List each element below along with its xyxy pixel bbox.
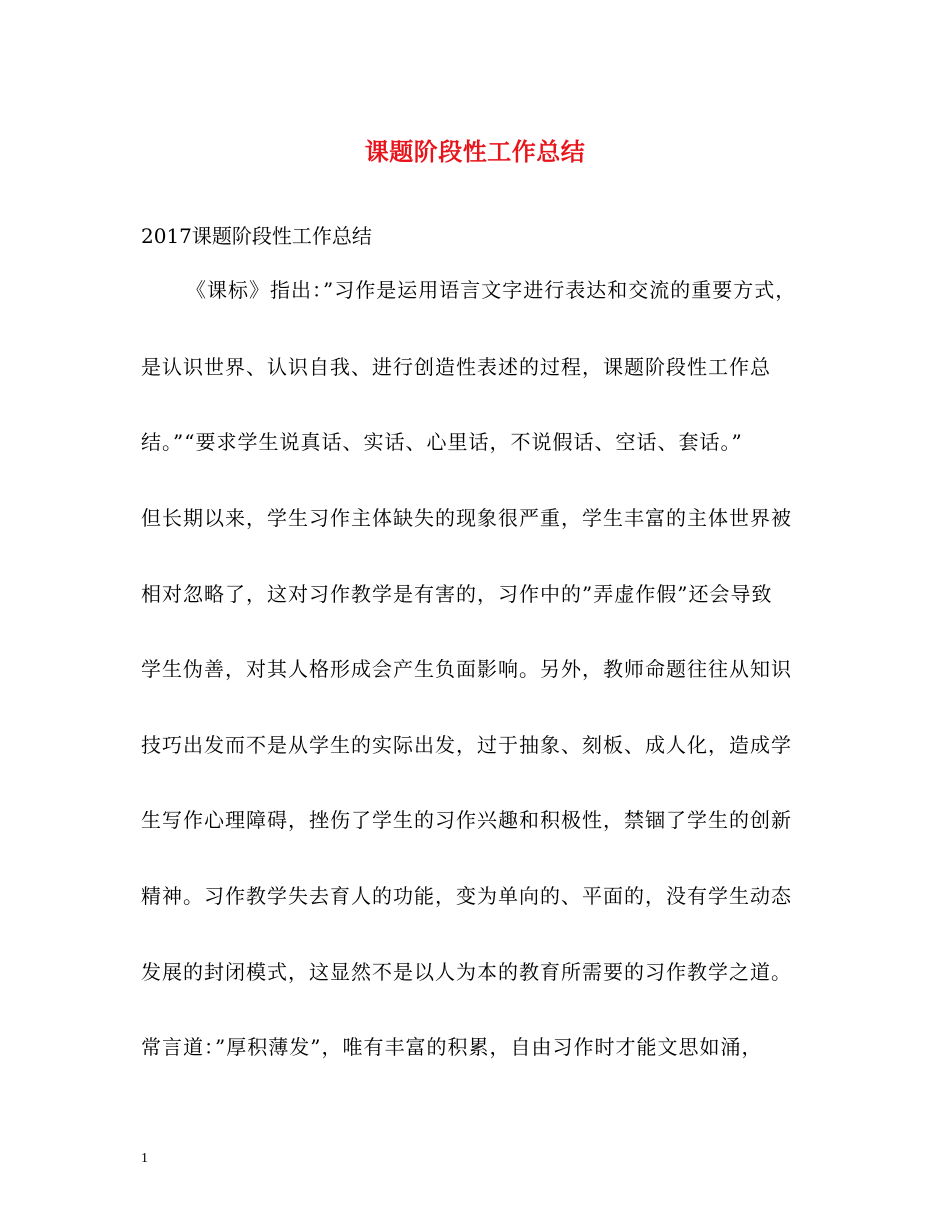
body-line: 技巧出发而不是从学生的实际出发，过于抽象、刻板、成人化，造成学 <box>141 733 792 757</box>
body-line: 常言道：”厚积薄发”，唯有丰富的积累，自由习作时才能文思如涌， <box>141 1035 763 1059</box>
body-line: 生写作心理障碍，挫伤了学生的习作兴趣和积极性，禁锢了学生的创新 <box>141 808 792 832</box>
body-line: 《课标》指出：”习作是运用语言文字进行表达和交流的重要方式， <box>186 278 797 302</box>
body-line: 是认识世界、认识自我、进行创造性表述的过程，课题阶段性工作总 <box>141 355 771 379</box>
body-line: 相对忽略了，这对习作教学是有害的，习作中的”弄虚作假”还会导致 <box>141 582 773 606</box>
body-line: 学生伪善，对其人格形成会产生负面影响。另外，教师命题往往从知识 <box>141 657 792 681</box>
body-line: 但长期以来，学生习作主体缺失的现象很严重，学生丰富的主体世界被 <box>141 506 792 530</box>
document-subtitle: 2017课题阶段性工作总结 <box>141 224 372 248</box>
body-line: 结。”“要求学生说真话、实话、心里话，不说假话、空话、套话。” <box>141 430 743 454</box>
document-title: 课题阶段性工作总结 <box>364 137 586 166</box>
page-number: 1 <box>141 1151 148 1166</box>
body-line: 精神。习作教学失去育人的功能，变为单向的、平面的，没有学生动态 <box>141 884 792 908</box>
body-line: 发展的封闭模式，这显然不是以人为本的教育所需要的习作教学之道。 <box>141 960 792 984</box>
